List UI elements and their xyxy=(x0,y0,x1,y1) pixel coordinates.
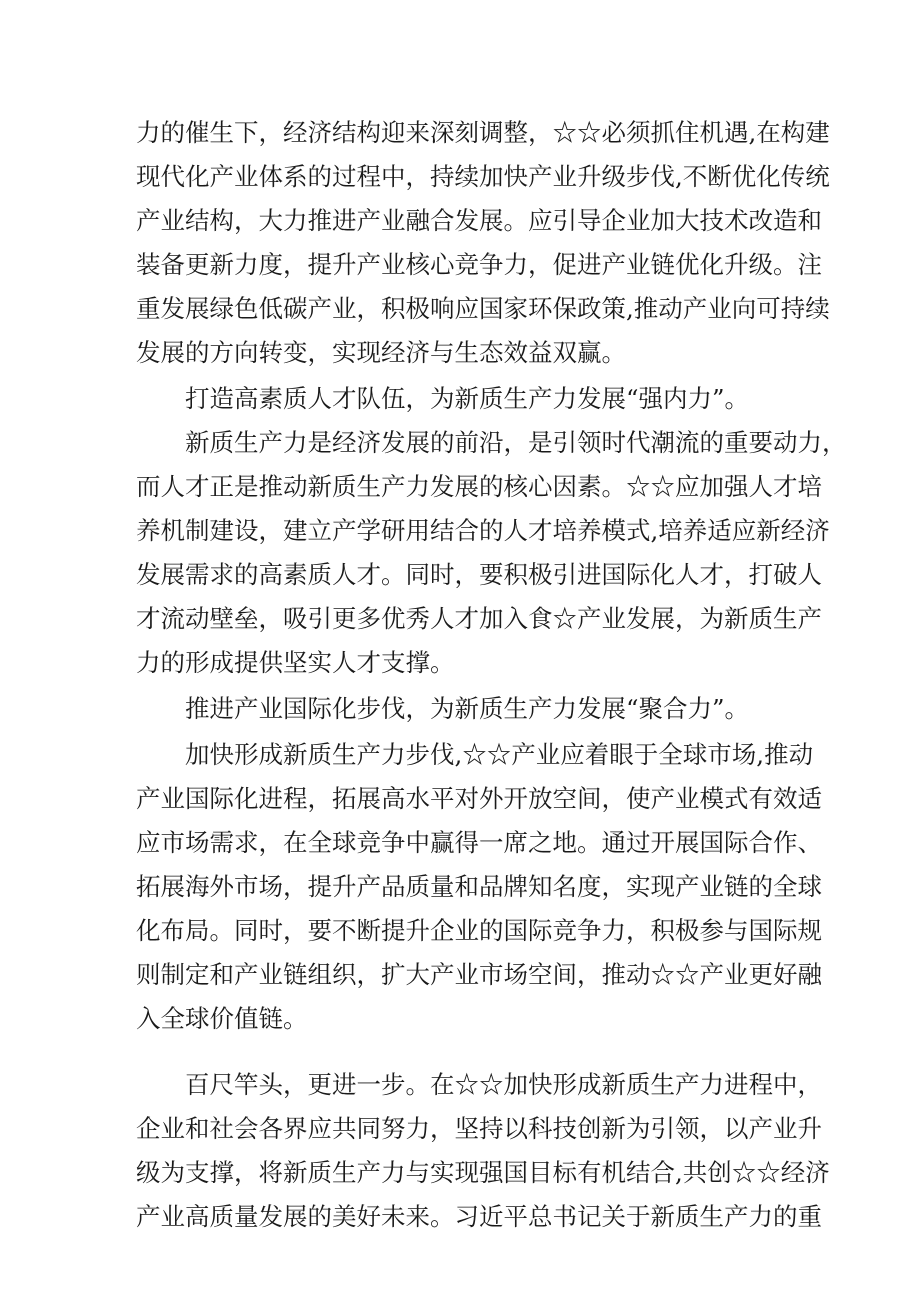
text-line: 产业高质量发展的美好未来。习近平总书记关于新质生产力的重 xyxy=(136,1202,822,1231)
text-line: 重发展绿色低碳产业，积极响应国家环保政策,推动产业向可持续 xyxy=(136,294,830,323)
text-line: 养机制建设，建立产学研用结合的人才培养模式,培养适应新经济 xyxy=(136,516,830,545)
text-line: 入全球价值链。 xyxy=(136,1004,308,1033)
text-line: 新质生产力是经济发展的前沿，是引领时代潮流的重要动力， xyxy=(185,428,847,457)
text-line: 企业和社会各界应共同努力，坚持以科技创新为引领，以产业升 xyxy=(136,1114,822,1143)
text-line: 发展需求的高素质人才。同时，要积极引进国际化人才，打破人 xyxy=(136,560,822,589)
text-line: 应市场需求，在全球竞争中赢得一席之地。通过开展国际合作、 xyxy=(136,828,822,857)
text-line: 现代化产业体系的过程中，持续加快产业升级步伐,不断优化传统 xyxy=(136,162,830,191)
text-line: 级为支撑，将新质生产力与实现强国目标有机结合,共创☆☆经济 xyxy=(136,1158,830,1187)
text-line: 装备更新力度，提升产业核心竞争力，促进产业链优化升级。注 xyxy=(136,250,822,279)
text-line: 百尺竿头，更进一步。在☆☆加快形成新质生产力进程中， xyxy=(185,1070,822,1099)
text-line: 力的催生下，经济结构迎来深刻调整，☆☆必须抓住机遇,在构建 xyxy=(136,118,830,147)
text-line: 加快形成新质生产力步伐,☆☆产业应着眼于全球市场,推动 xyxy=(185,740,814,769)
text-line: 拓展海外市场，提升产品质量和品牌知名度，实现产业链的全球 xyxy=(136,872,822,901)
text-line: 而人才正是推动新质生产力发展的核心因素。☆☆应加强人才培 xyxy=(136,472,822,501)
text-line: 产业国际化进程，拓展高水平对外开放空间，使产业模式有效适 xyxy=(136,784,822,813)
text-line: 化布局。同时，要不断提升企业的国际竞争力，积极参与国际规 xyxy=(136,916,822,945)
text-line: 发展的方向转变，实现经济与生态效益双赢。 xyxy=(136,338,626,367)
text-line: 才流动壁垒，吸引更多优秀人才加入食☆产业发展，为新质生产 xyxy=(136,604,822,633)
text-line: 产业结构，大力推进产业融合发展。应引导企业加大技术改造和 xyxy=(136,206,822,235)
section-heading: 打造高素质人才队伍，为新质生产力发展“强内力”。 xyxy=(185,384,750,413)
text-line: 力的形成提供坚实人才支撑。 xyxy=(136,648,455,677)
text-line: 则制定和产业链组织，扩大产业市场空间，推动☆☆产业更好融 xyxy=(136,960,822,989)
section-heading: 推进产业国际化步伐，为新质生产力发展“聚合力”。 xyxy=(185,694,750,723)
